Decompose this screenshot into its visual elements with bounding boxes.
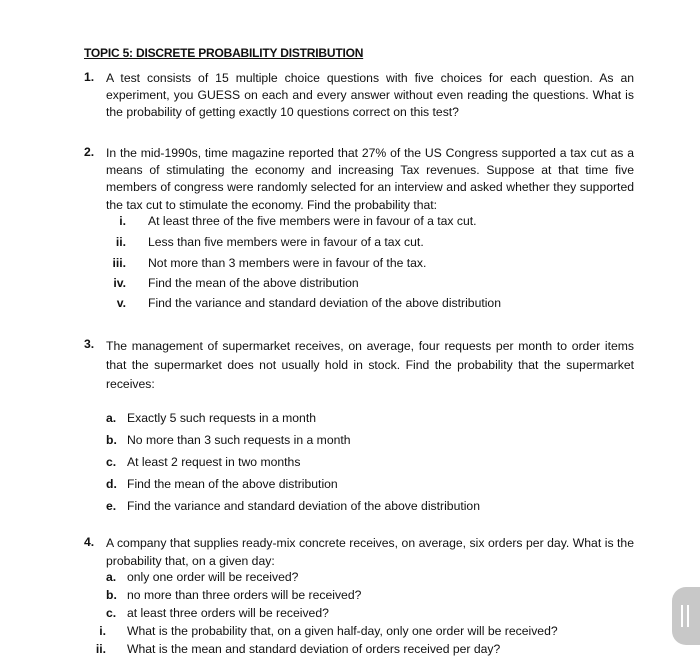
- item-number: v.: [116, 296, 126, 310]
- question-number: 3.: [84, 337, 95, 351]
- item-number: i.: [119, 214, 126, 228]
- item-number: c.: [106, 455, 117, 469]
- item-number: i.: [99, 624, 106, 638]
- item-text: Find the mean of the above distribution: [148, 276, 359, 290]
- item-number: d.: [106, 477, 117, 491]
- item-text: At least 2 request in two months: [127, 455, 301, 469]
- item-number: b.: [106, 588, 117, 602]
- item-number: b.: [106, 433, 117, 447]
- item-text: at least three orders will be received?: [127, 606, 329, 620]
- question-number: 1.: [84, 70, 95, 84]
- item-number: ii.: [115, 235, 126, 249]
- question-text: The management of supermarket receives, on average, four requests per month to order items that the supermarket does not usually hold in stock. Find the probability that the supermarket receives:: [106, 339, 634, 391]
- item-number: iv.: [113, 276, 126, 290]
- item-text: Find the mean of the above distribution: [127, 477, 338, 491]
- item-text: What is the probability that, on a given half-day, only one order will be received?: [127, 624, 558, 638]
- item-text: At least three of the five members were in favour of a tax cut.: [148, 214, 477, 228]
- grip-icon: [687, 605, 689, 627]
- grip-icon: [681, 605, 683, 627]
- question-number: 2.: [84, 145, 95, 159]
- question-text: A test consists of 15 multiple choice questions with five choices for each question. As an experiment, you GUESS on each and every answer without even reading the questions. What is the probability of getting exactly 10 questions correct on this test?: [106, 71, 634, 120]
- scroll-handle[interactable]: [672, 587, 700, 645]
- item-number: ii.: [95, 642, 106, 656]
- item-text: No more than 3 such requests in a month: [127, 433, 351, 447]
- item-text: Find the variance and standard deviation of the above distribution: [148, 296, 501, 310]
- question-number: 4.: [84, 535, 95, 549]
- item-text: only one order will be received?: [127, 570, 299, 584]
- item-text: Exactly 5 such requests in a month: [127, 411, 317, 425]
- item-text: no more than three orders will be received?: [127, 588, 362, 602]
- item-text: Less than five members were in favour of a tax cut.: [148, 235, 424, 249]
- page-title: TOPIC 5: DISCRETE PROBABILITY DISTRIBUTION: [84, 46, 364, 60]
- item-text: Find the variance and standard deviation of the above distribution: [127, 499, 480, 513]
- item-text: What is the mean and standard deviation of orders received per day?: [127, 642, 501, 656]
- item-number: iii.: [112, 256, 126, 270]
- item-number: a.: [106, 411, 117, 425]
- question-text: A company that supplies ready-mix concrete receives, on average, six orders per day. What is the probability that, on a given day:: [106, 536, 634, 568]
- item-number: a.: [106, 570, 117, 584]
- item-number: e.: [106, 499, 117, 513]
- item-text: Not more than 3 members were in favour of the tax.: [148, 256, 427, 270]
- question-text: In the mid-1990s, time magazine reported that 27% of the US Congress supported a tax cut as a means of stimulating the economy and increasing Tax revenues. Suppose at that time five members of congress were randomly selected for an interview and asked whether they supported the tax cut to stimulate the economy. Find the probability that:: [106, 146, 634, 212]
- item-number: c.: [106, 606, 117, 620]
